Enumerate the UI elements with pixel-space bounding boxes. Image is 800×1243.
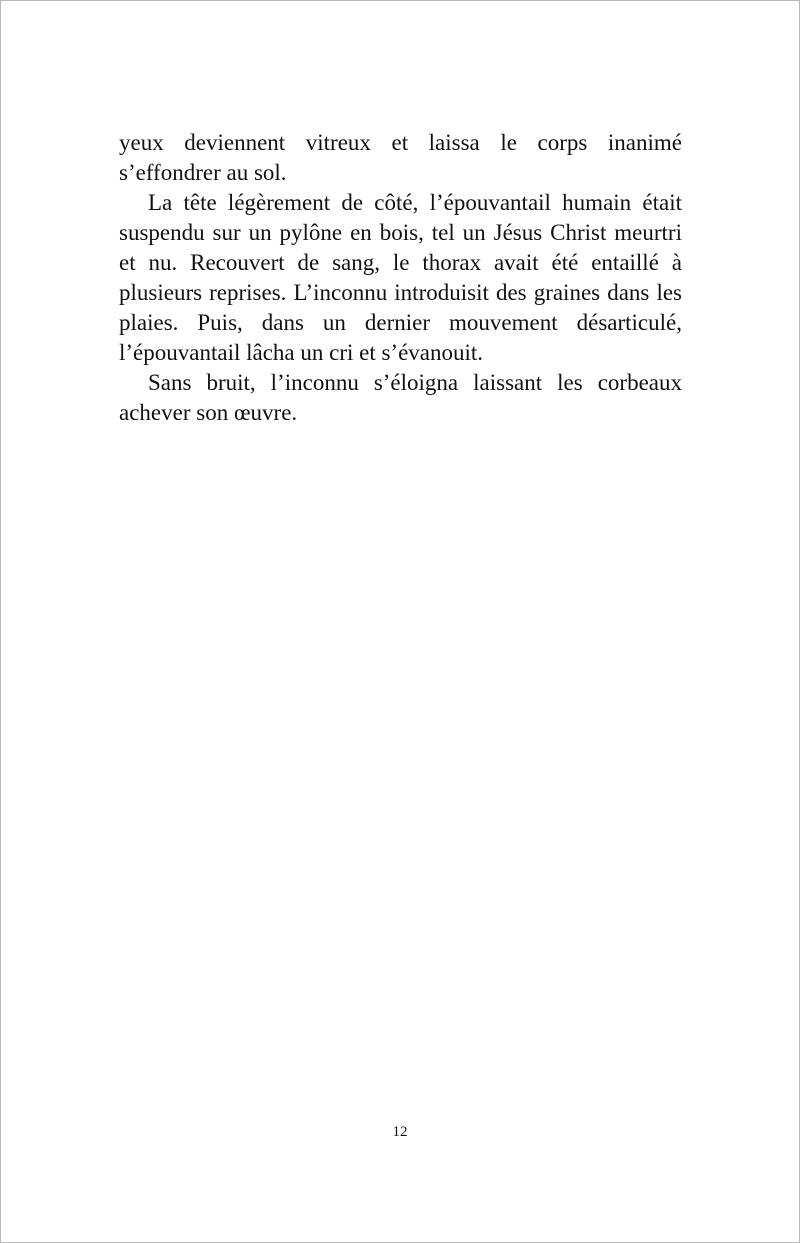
body-text xyxy=(119,128,682,428)
paragraph-scarecrow: La tête légèrement de côté, l’épouvantail humain était suspendu sur un pylône en bois, tel un Jésus Christ meurtri et nu. Recouvert de sang, le thorax avait été entaillé à plusieurs reprises. L’inconnu introduisit des graines dans les plaies. Puis, dans un dernier mouvement désarticulé, l’épouvantail lâcha un cri et s’évanouit. xyxy=(119,190,682,365)
paragraph-continuation: yeux deviennent vitreux et laissa le corps inanimé s’effondrer au sol. xyxy=(119,130,682,185)
paragraph-stranger-leaves: Sans bruit, l’inconnu s’éloigna laissant les corbeaux achever son œuvre. xyxy=(119,370,682,425)
page-number: 12 xyxy=(392,1124,408,1140)
